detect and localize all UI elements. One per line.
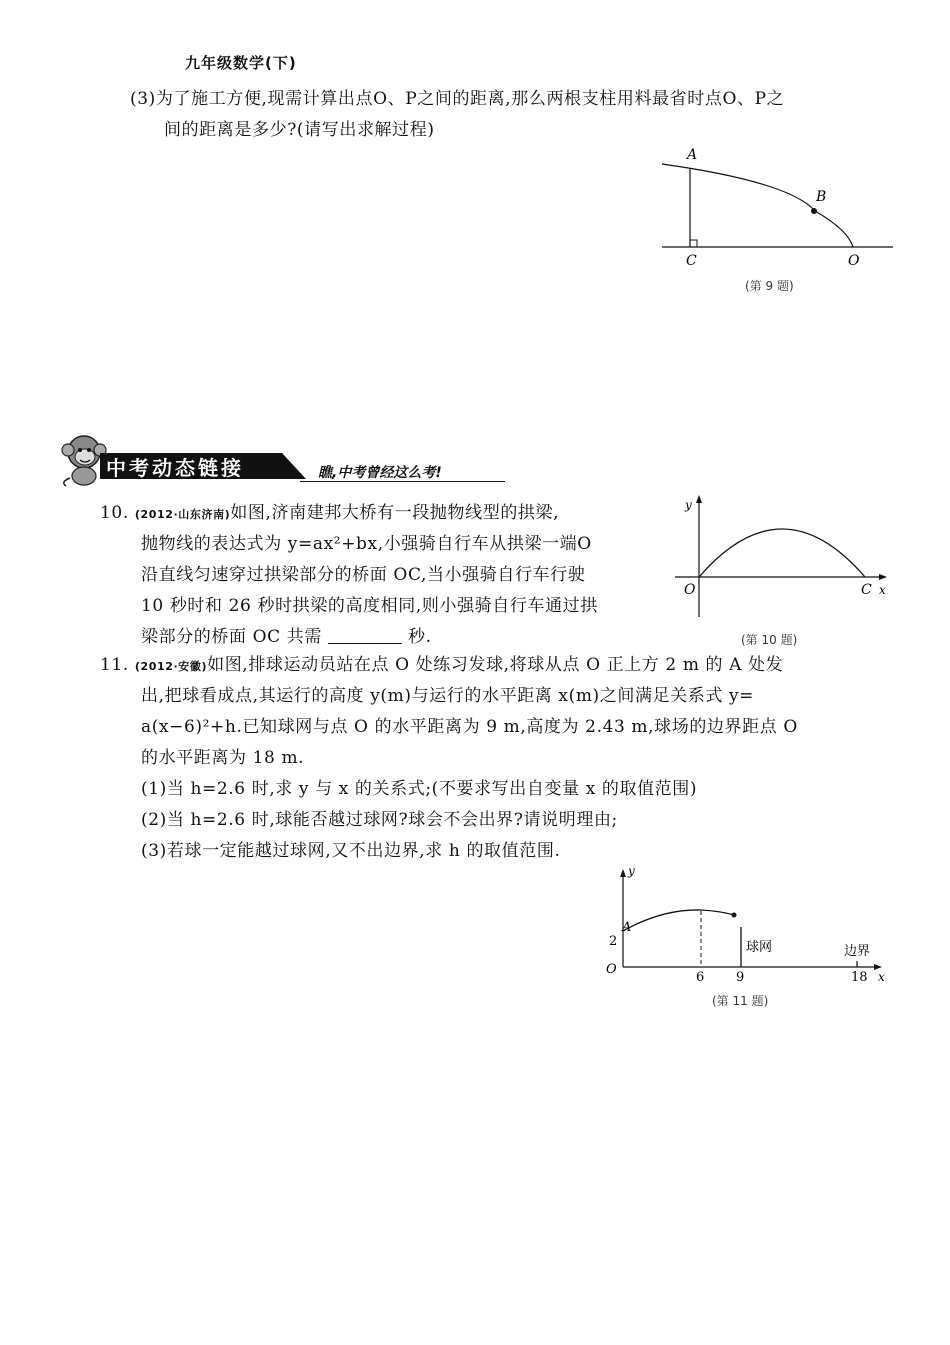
q11-label-x: x bbox=[878, 970, 885, 984]
q9-label-a: A bbox=[687, 147, 698, 163]
q11-label-boundary: 边界 bbox=[844, 944, 871, 959]
q10-line5 bbox=[141, 622, 432, 653]
q11-line3: a(x−6)²+h.已知球网与点 O 的水平距离为 9 m,高度为 2.43 m,球场的边界距点 O bbox=[141, 717, 798, 737]
q10-x-axis-arrow bbox=[879, 574, 887, 580]
q11-line1-text: 如图,排球运动员站在点 O 处练习发球,将球从点 O 正上方 2 m 的 A 处发 bbox=[207, 655, 784, 675]
banner-tagline: 瞧,中考曾经这么考! bbox=[318, 465, 442, 481]
figure-q10 bbox=[675, 495, 895, 625]
q9-figure-caption: (第 9 题) bbox=[745, 279, 794, 293]
q11-ball-point bbox=[732, 913, 737, 918]
q10-arch-curve bbox=[699, 529, 865, 577]
banner-title: 中考动态链接 bbox=[106, 456, 244, 480]
q11-part2: (2)当 h=2.6 时,球能否越过球网?球会不会出界?请说明理由; bbox=[141, 810, 618, 830]
q10-figure-caption: (第 10 题) bbox=[741, 633, 798, 647]
q10-label-y: y bbox=[685, 498, 692, 512]
figure-q9 bbox=[650, 140, 900, 270]
q11-line4: 的水平距离为 18 m. bbox=[141, 748, 305, 768]
q10-line3: 沿直线匀速穿过拱梁部分的桥面 OC,当小强骑自行车行驶 bbox=[141, 565, 586, 585]
q9-parabola-curve bbox=[662, 164, 853, 247]
q10-line2: 抛物线的表达式为 y=ax²+bx,小强骑自行车从拱梁一端O bbox=[141, 534, 592, 554]
q11-source: (2012·安徽) bbox=[134, 660, 208, 673]
q11-label-9: 9 bbox=[736, 970, 745, 985]
q11-label-net: 球网 bbox=[746, 940, 773, 955]
q11-figure-caption: (第 11 题) bbox=[712, 994, 769, 1008]
q10-line1-text: 如图,济南建邦大桥有一段抛物线型的拱梁, bbox=[230, 503, 560, 523]
q11-label-o: O bbox=[606, 962, 617, 977]
q10-line5-pre: 梁部分的桥面 OC 共需 bbox=[141, 627, 322, 647]
q11-part1: (1)当 h=2.6 时,求 y 与 x 的关系式;(不要求写出自变量 x 的取值范围) bbox=[141, 779, 698, 799]
q10-line1 bbox=[100, 498, 559, 530]
q11-y-axis-arrow bbox=[620, 869, 626, 877]
q11-label-a: A bbox=[622, 920, 632, 935]
q11-ball-trajectory bbox=[623, 910, 734, 931]
q10-source: (2012·山东济南) bbox=[134, 508, 231, 521]
q11-label-y: y bbox=[628, 865, 635, 878]
q10-answer-blank[interactable] bbox=[328, 625, 402, 644]
q9-part3-line2: 间的距离是多少?(请写出求解过程) bbox=[164, 120, 435, 140]
figure-q11 bbox=[600, 865, 900, 985]
q11-part3: (3)若球一定能越过球网,又不出边界,求 h 的取值范围. bbox=[141, 841, 561, 861]
q10-label-x: x bbox=[879, 583, 886, 597]
q10-y-axis-arrow bbox=[696, 495, 702, 503]
q10-number: 10. bbox=[100, 503, 129, 523]
q9-label-b: B bbox=[816, 189, 827, 205]
q9-part3-line1: (3)为了施工方便,现需计算出点O、P之间的距离,那么两根支柱用料最省时点O、P之 bbox=[130, 89, 785, 109]
page-header-title: 九年级数学(下) bbox=[185, 54, 297, 72]
q10-line4: 10 秒时和 26 秒时拱梁的高度相同,则小强骑自行车通过拱 bbox=[141, 596, 598, 616]
q9-label-c: C bbox=[686, 253, 697, 269]
q11-label-2: 2 bbox=[609, 934, 618, 949]
q11-number: 11. bbox=[100, 655, 129, 675]
q11-label-18: 18 bbox=[851, 970, 868, 985]
q10-label-o: O bbox=[684, 582, 696, 598]
q10-line5-post: 秒. bbox=[407, 627, 432, 647]
q10-label-c: C bbox=[861, 582, 872, 598]
q11-line1 bbox=[100, 650, 783, 682]
q9-label-o: O bbox=[848, 253, 860, 269]
q11-label-6: 6 bbox=[696, 970, 705, 985]
q9-right-angle-mark bbox=[690, 240, 697, 247]
banner-underline bbox=[300, 481, 505, 482]
q9-point-b bbox=[811, 208, 817, 214]
q11-line2: 出,把球看成点,其运行的高度 y(m)与运行的水平距离 x(m)之间满足关系式 y= bbox=[141, 686, 755, 706]
